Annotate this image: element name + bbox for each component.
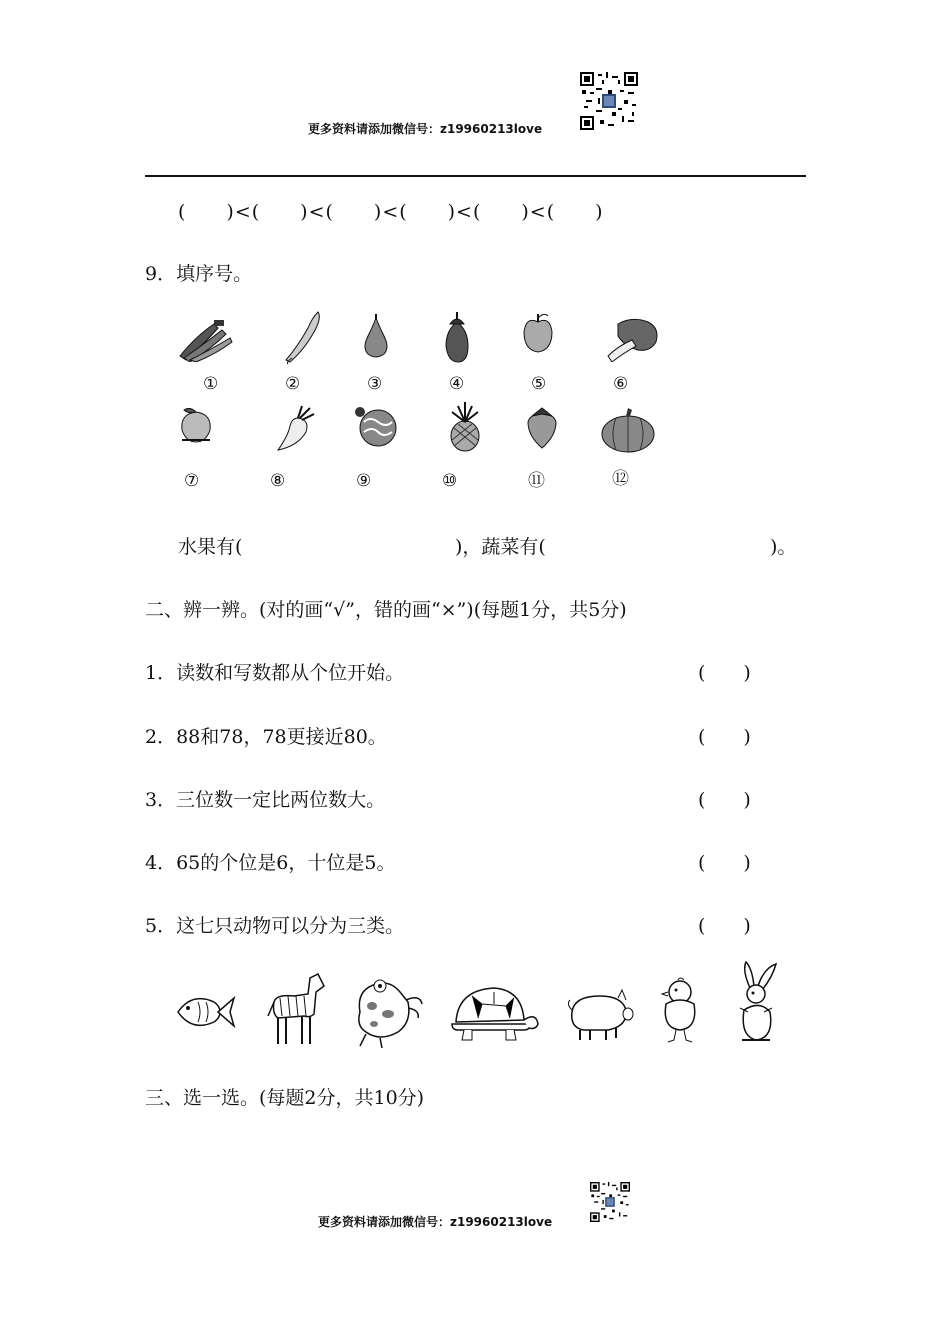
judge-item-5: 5．这七只动物可以分为三类。 [145, 915, 405, 937]
header-text: 更多资料请添加微信号：z19960213love [308, 122, 543, 136]
rabbit-icon [730, 960, 782, 1046]
qr-code-icon [580, 72, 638, 130]
q9-fruit-answer: 水果有( [178, 536, 243, 558]
label-5: ⑤ [531, 374, 547, 394]
watermelon-icon [354, 406, 400, 448]
zebra-icon [264, 968, 326, 1048]
answer-blank-3: ( ) [698, 789, 751, 811]
cabbage-icon [604, 316, 662, 362]
peach-icon [178, 406, 214, 444]
judge-item-3: 3．三位数一定比两位数大。 [145, 789, 386, 811]
frog-icon [350, 972, 426, 1048]
answer-blank-5: ( ) [698, 915, 751, 937]
section3-title: 三、选一选。(每题2分，共10分) [145, 1087, 425, 1109]
strawberry-icon [524, 406, 560, 450]
banana-icon [176, 316, 236, 362]
label-4: ④ [449, 374, 465, 394]
answer-blank-1: ( ) [698, 662, 751, 684]
section2-title: 二、辨一辨。(对的画“√”，错的画“×”)(每题1分，共5分) [145, 599, 627, 621]
cucumber-icon [282, 310, 324, 366]
pumpkin-icon [600, 408, 656, 454]
header-divider [145, 175, 806, 177]
label-9: ⑨ [356, 471, 372, 491]
label-2: ② [285, 374, 301, 394]
judge-item-4: 4．65的个位是6，十位是5。 [145, 852, 396, 874]
label-1: ① [203, 374, 219, 394]
turtle-icon [448, 984, 540, 1042]
q9-title: 9．填序号。 [145, 263, 253, 285]
pig-icon [564, 988, 636, 1042]
radish-icon [272, 404, 316, 452]
q9-answer-end: )。 [770, 536, 797, 558]
eggplant-icon [442, 310, 472, 364]
label-6: ⑥ [613, 374, 629, 394]
judge-item-1: 1．读数和写数都从个位开始。 [145, 662, 405, 684]
label-8: ⑧ [270, 471, 286, 491]
pear-icon [362, 314, 390, 360]
pineapple-icon [444, 402, 486, 452]
footer-qr-code-icon [590, 1182, 630, 1222]
answer-blank-2: ( ) [698, 726, 751, 748]
label-10: ⑩ [442, 471, 458, 491]
q9-vegetable-answer: )，蔬菜有( [455, 536, 546, 558]
label-11: ⑪ [528, 471, 545, 491]
chick-icon [658, 976, 702, 1044]
fish-icon [174, 988, 236, 1036]
label-3: ③ [367, 374, 383, 394]
judge-item-2: 2．88和78，78更接近80。 [145, 726, 387, 748]
answer-blank-4: ( ) [698, 852, 751, 874]
label-7: ⑦ [184, 471, 200, 491]
q8-comparison-blanks: ( )<( )<( )<( )<( )<( ) [178, 201, 604, 223]
apple-icon [522, 312, 554, 354]
label-12: ⑫ [612, 469, 629, 489]
footer-text: 更多资料请添加微信号：z19960213love [318, 1215, 553, 1229]
